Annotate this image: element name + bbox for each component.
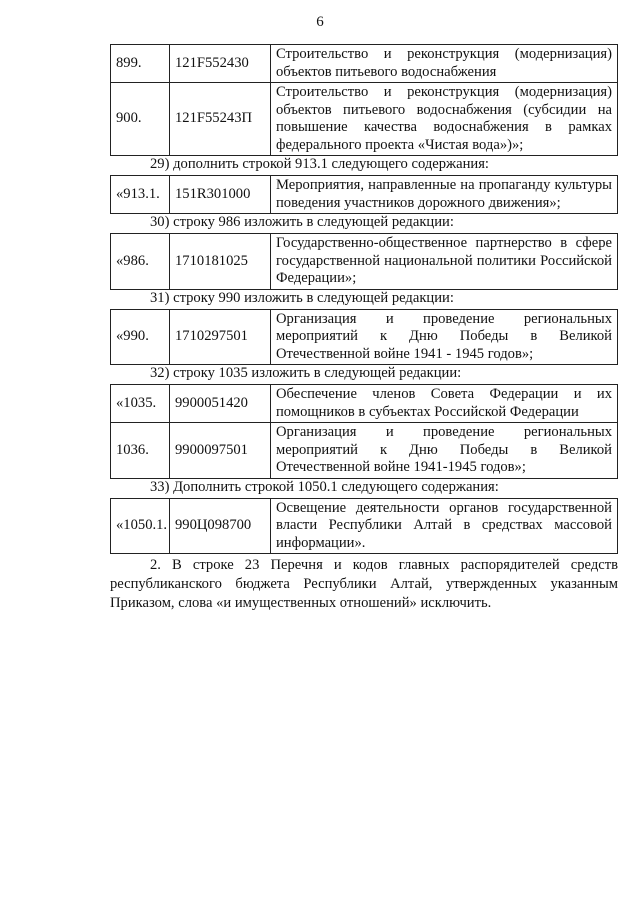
- budget-code-table-913: [110, 175, 618, 214]
- row-number: «1035.: [111, 385, 170, 423]
- instruction-33: 33) Дополнить строкой 1050.1 следующего содержания:: [150, 478, 499, 495]
- row-code: 990Ц098700: [170, 498, 271, 554]
- row-description: Организация и проведение региональных мероприятий к Дню Победы в Великой Отечественной войне 1941 - 1945 годов»;: [271, 309, 618, 365]
- row-description: Освещение деятельности органов государственной власти Республики Алтай в средствах массовой информации».: [271, 498, 618, 554]
- instruction-29: 29) дополнить строкой 913.1 следующего содержания:: [150, 156, 489, 172]
- table-row: [111, 176, 618, 214]
- row-code: 121F552430: [170, 45, 271, 83]
- row-code: 9900097501: [170, 423, 271, 479]
- document-body: [110, 44, 618, 554]
- table-row: [111, 83, 618, 156]
- table-row: [111, 309, 618, 365]
- row-number: «1050.1.: [111, 498, 170, 554]
- row-description: Организация и проведение региональных мероприятий к Дню Победы в Великой Отечественной войне 1941-1945 годов»;: [271, 423, 618, 479]
- row-code: 1710181025: [170, 234, 271, 290]
- row-number: 900.: [111, 83, 170, 156]
- row-code: 9900051420: [170, 385, 271, 423]
- row-description: Строительство и реконструкция (модернизация) объектов питьевого водоснабжения (субсидии на повышение качества водоснабжения в рамках федерального проекта «Чистая вода»)»;: [271, 83, 618, 156]
- table-row: [111, 234, 618, 290]
- row-code: 1710297501: [170, 309, 271, 365]
- row-number: «913.1.: [111, 176, 170, 214]
- budget-code-table-a: [110, 44, 618, 156]
- row-description: Государственно-общественное партнерство в сфере государственной национальной политики Российской Федерации»;: [271, 234, 618, 290]
- row-description: Строительство и реконструкция (модернизация) объектов питьевого водоснабжения: [271, 45, 618, 83]
- row-number: 899.: [111, 45, 170, 83]
- row-code: 121F55243П: [170, 83, 271, 156]
- table-row: [111, 498, 618, 554]
- page-number: 6: [316, 14, 324, 30]
- instruction-31: 31) строку 990 изложить в следующей редакции:: [150, 289, 454, 306]
- instruction-32: 32) строку 1035 изложить в следующей редакции:: [150, 365, 462, 381]
- table-row: [111, 385, 618, 423]
- budget-code-table-1050-1: [110, 498, 618, 555]
- budget-code-table-1035: [110, 384, 618, 479]
- row-number: «990.: [111, 309, 170, 365]
- table-row: [111, 423, 618, 479]
- instruction-30: 30) строку 986 изложить в следующей редакции:: [150, 214, 454, 230]
- row-code: 151R301000: [170, 176, 271, 214]
- budget-code-table-990: [110, 309, 618, 366]
- row-description: Обеспечение членов Совета Федерации и их помощников в субъектах Российской Федерации: [271, 385, 618, 423]
- row-description: Мероприятия, направленные на пропаганду культуры поведения участников дорожного движения»;: [271, 176, 618, 214]
- row-number: 1036.: [111, 423, 170, 479]
- table-row: [111, 45, 618, 83]
- budget-code-table-986: [110, 233, 618, 290]
- paragraph-2: 2. В строке 23 Перечня и кодов главных распорядителей средств республиканского бюджета Республики Алтай, утвержденных указанным Приказом, слова «и имущественных отношений» исключить.: [110, 557, 618, 611]
- row-number: «986.: [111, 234, 170, 290]
